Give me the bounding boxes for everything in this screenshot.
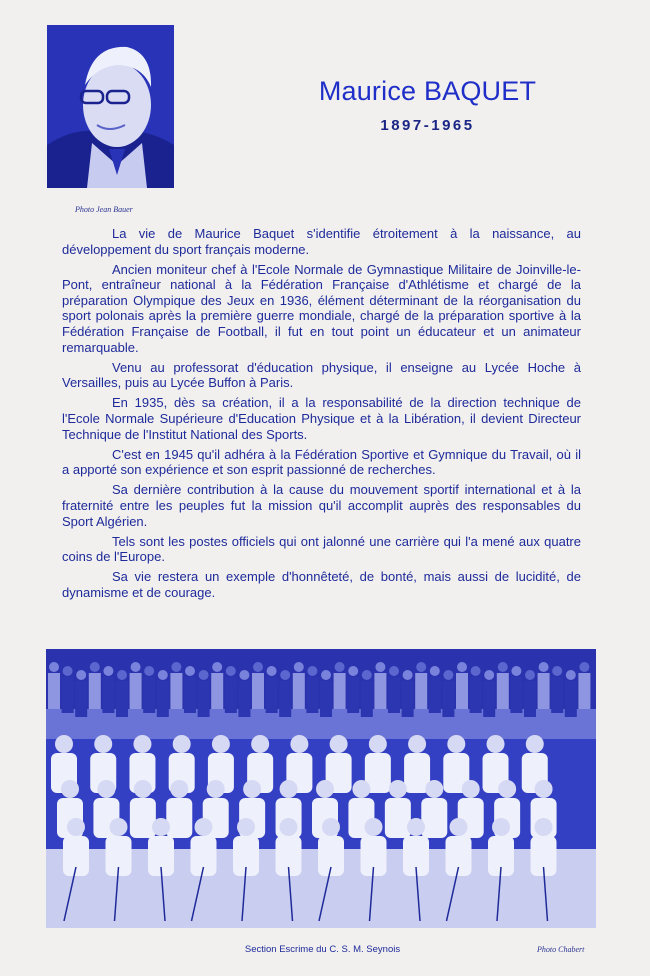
biography-paragraph-4: En 1935, dès sa création, il a la responsabilité de la direction technique de l'Ecole Normale Supérieure d'Education Physique et à la Libération, il devient Directeur Technique de l'Institut National des Sports. (62, 395, 581, 442)
life-dates: 1897-1965 (380, 117, 475, 134)
group-photo-image (46, 649, 596, 928)
biography-paragraph-6: Sa dernière contribution à la cause du mouvement sportif international et à la fraternité entre les peuples fut la mission qu'il accomplit auprès des responsables du Sport Algérien. (62, 482, 581, 529)
portrait-photo-credit: Photo Jean Bauer (75, 205, 133, 214)
biography-paragraph-5: C'est en 1945 qu'il adhéra à la Fédération Sportive et Gymnique du Travail, où il a apporté son expérience et son esprit passionné de recherches. (62, 446, 581, 478)
biography-text (62, 226, 581, 605)
biography-paragraph-1: La vie de Maurice Baquet s'identifie étroitement à la naissance, au développement du sport français moderne. (62, 226, 581, 257)
biography-paragraph-7: Tels sont les postes officiels qui ont jalonné une carrière qui l'a mené aux quatre coins de l'Europe. (62, 533, 581, 565)
portrait-image (47, 25, 174, 188)
biography-paragraph-2: Ancien moniteur chef à l'Ecole Normale de Gymnastique Militaire de Joinville-le-Pont, entraîneur national à la Fédération Française d'Athlétisme et chargé de la préparation Olympique des Jeux en 1936, élément déterminant de la réorganisation du sport polonais après la première guerre mondiale, chargé de la préparation sportive à la Fédération Française de Football, il fut en tout point un éducateur et un animateur remarquable. (62, 261, 581, 355)
fencing-group-photo (46, 649, 596, 928)
biography-paragraph-8: Sa vie restera un exemple d'honnêteté, de bonté, mais aussi de lucidité, de dynamisme et de courage. (62, 569, 581, 600)
biography-paragraph-3: Venu au professorat d'éducation physique, il enseigne au Lycée Hoche à Versailles, puis au Lycée Buffon à Paris. (62, 359, 581, 391)
person-name-title: Maurice BAQUET (318, 76, 537, 106)
portrait-photo (47, 25, 174, 188)
group-photo-caption: Section Escrime du C. S. M. Seynois (244, 944, 401, 955)
group-photo-credit: Photo Chabert (537, 945, 585, 954)
